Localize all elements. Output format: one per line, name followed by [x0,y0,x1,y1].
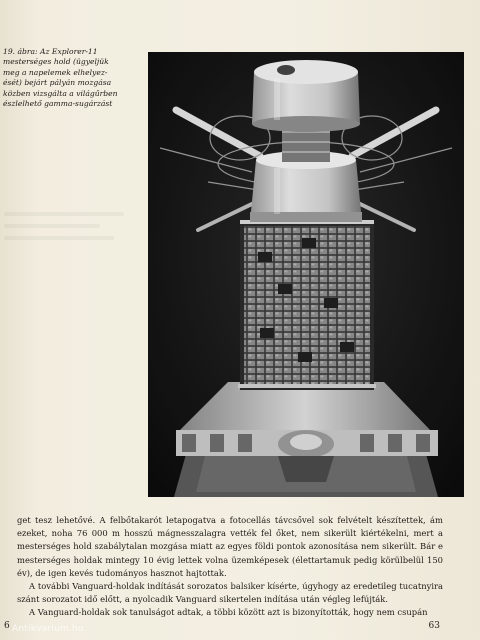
figure-caption [3,47,137,109]
bleed-through-mark [4,236,114,240]
caption-line: mesterséges hold (ügyeljük [3,57,109,67]
paragraph: A Vanguard-holdak sok tanulságot adtak, a többi között azt is bizonyították, hogy nem csupán [29,607,428,618]
paragraph: get tesz lehetővé. A felbőtakarót letapogatva a fotocellás távcsővel sok felvételt készítettek, ám ezeket, noha 76 000 m hosszú mágnesszalagra vették fel őket, nem sikerült kiértékelni, mert a mesterséges hold szabálytalan mozgása miatt az egyes földi pontok azonosítása nem sikerült. Bár e mesterséges holdak mintegy 10 évig lettek volna üzemképesek (élettartamuk pedig körülbelül 150 év), de igen kevés tudományos hasznot hajtottak. [17,515,443,578]
bleed-through-mark [4,212,124,216]
left-page-mark: 6 [4,621,10,631]
caption-line: 19. ábra: Az Explorer-11 [3,47,98,56]
page-number: 63 [428,621,440,631]
caption-line: meg a napelemek elhelyez- [3,67,108,77]
caption-line: észlelhető gamma-sugárzást [3,99,113,109]
caption-line: közben vizsgálta a világűrben [3,88,118,98]
watermark: Antikvarium.hu [12,624,84,634]
satellite-photo [148,52,464,497]
body-text [17,514,443,620]
bleed-through-mark [4,224,100,228]
explorer-11-satellite-image [148,52,464,497]
caption-line: ését) bejárt pályán mozgása [3,78,112,88]
paragraph: A további Vanguard-holdak indítását sorozatos balsiker kísérte, úgyhogy az eredetileg tucatnyira szánt sorozatot idő előtt, a nyolcadik Vanguard sikertelen indítása után végleg lefújták. [17,581,443,605]
